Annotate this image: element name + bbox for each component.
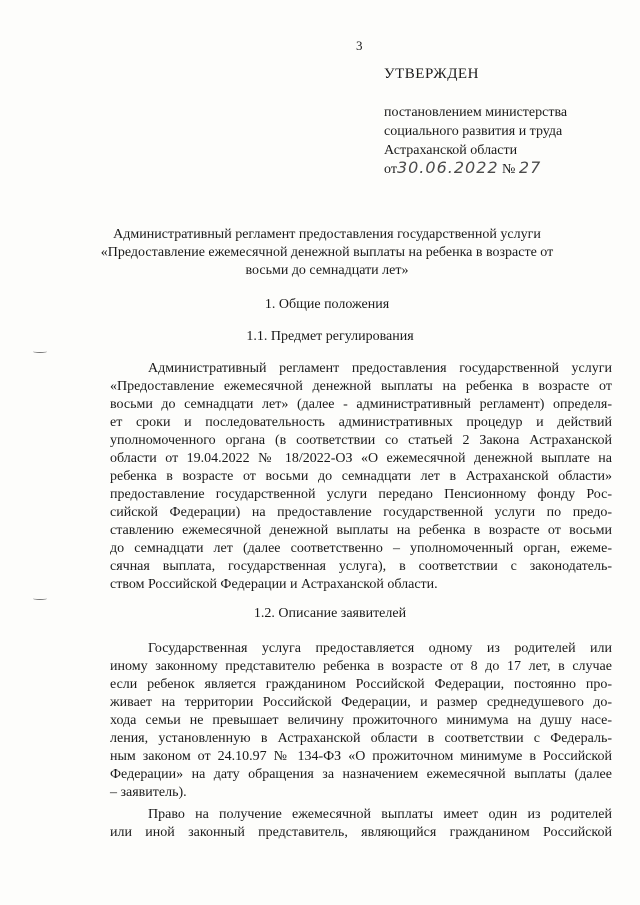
subsection-heading: 1.1. Предмет регулирования: [246, 329, 414, 344]
page-number: 3: [356, 38, 363, 53]
paragraph-line: до семнадцати лет (далее соответственно – уполномоченный орган, ежеме-: [110, 541, 612, 556]
paragraph-line: ления, установленную в Астраханской области в соответствии с Федераль-: [110, 731, 612, 746]
margin-mark: [33, 597, 47, 600]
handwritten-date: 30.06.2022: [396, 158, 499, 177]
paragraph-line: сячная выплата, государственная услуга), в соответствии с законодатель-: [110, 559, 612, 574]
paragraph-line: сийской Федерации) на предоставление государственной услуги по предо-: [110, 505, 612, 520]
document-title-line: «Предоставление ежемесячной денежной выплаты на ребенка в возрасте от: [100, 245, 554, 260]
approval-line: социального развития и труда: [384, 124, 563, 139]
paragraph-line: иному законному представителю ребенка в возрасте от 8 до 17 лет, в случае: [110, 659, 612, 674]
paragraph-line: «Предоставление ежемесячной денежной выплаты на ребенка в возрасте от: [110, 379, 612, 394]
approval-title: УТВЕРЖДЕН: [384, 66, 479, 82]
paragraph-line: если ребенок является гражданином Российской Федерации, постоянно про-: [110, 677, 612, 692]
approval-line: Астраханской области: [384, 143, 518, 158]
paragraph-line: – заявитель).: [110, 785, 187, 800]
paragraph-line: ет сроки и последовательность административных процедур и действий: [110, 415, 612, 430]
date-prefix: от: [384, 162, 397, 177]
paragraph-line: ством Российской Федерации и Астраханской области.: [110, 577, 438, 592]
paragraph-line: Административный регламент предоставления государственной услуги: [148, 361, 612, 376]
paragraph-line: уполномоченного органа (в соответствии со статьей 2 Закона Астраханской: [110, 433, 612, 448]
paragraph-line: Федерации» на дату обращения за назначением ежемесячной выплаты (далее: [110, 767, 612, 782]
paragraph-line: хода семьи не превышает величину прожиточного минимума на душу насе-: [110, 713, 612, 728]
paragraph-line: ным законом от 24.10.97 № 134-ФЗ «О прожиточном минимуме в Российской: [110, 749, 612, 764]
document-title-line: Административный регламент предоставления государственной услуги: [113, 227, 541, 242]
paragraph-line: ребенка в возрасте от восьми до семнадцати лет в Астраханской области»: [110, 469, 612, 484]
paragraph-line: Право на получение ежемесячной выплаты имеет один из родителей: [148, 807, 612, 822]
paragraph-line: или иной законный представитель, являющийся гражданином Российской: [110, 825, 612, 840]
number-sign: №: [502, 162, 516, 177]
paragraph-line: предоставление государственной услуги передано Пенсионному фонду Рос-: [110, 487, 612, 502]
subsection-heading: 1.2. Описание заявителей: [253, 606, 407, 621]
section-heading: 1. Общие положения: [264, 297, 390, 312]
paragraph-line: восьми до семнадцати лет» (далее - административный регламент) определя-: [110, 397, 612, 412]
paragraph-line: живает на территории Российской Федерации, и размер среднедушевого до-: [110, 695, 612, 710]
margin-mark: [33, 350, 47, 353]
approval-date-row: [384, 158, 541, 178]
paragraph-line: Государственная услуга предоставляется одному из родителей или: [148, 641, 612, 656]
paragraph-line: ставлению ежемесячной денежной выплаты на ребенка в возрасте от восьми: [110, 523, 612, 538]
approval-line: постановлением министерства: [384, 105, 568, 120]
document-title-line: восьми до семнадцати лет»: [245, 263, 409, 278]
handwritten-number: 27: [518, 158, 542, 177]
paragraph-line: области от 19.04.2022 № 18/2022-ОЗ «О ежемесячной денежной выплате на: [110, 451, 612, 466]
